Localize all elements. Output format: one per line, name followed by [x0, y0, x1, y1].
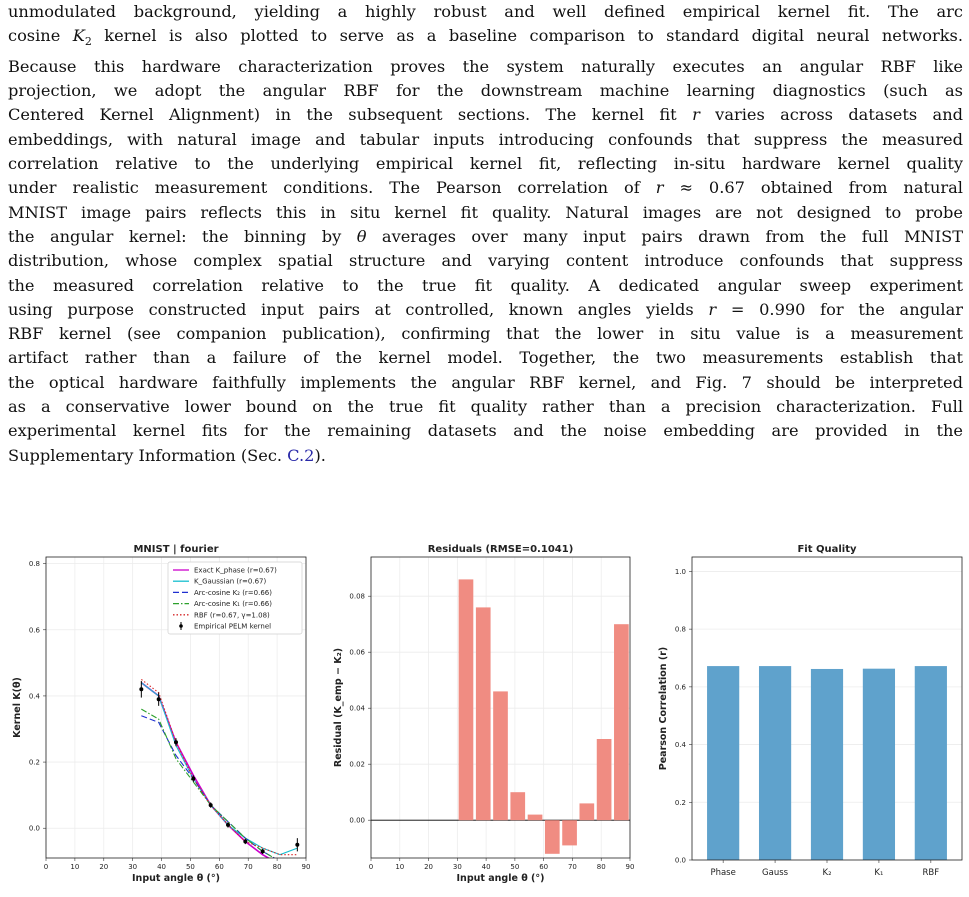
paragraph-line: using purpose constructed input pairs at controlled, known angles yields r = 0.990 for the angular [8, 299, 963, 319]
category-label: K₂ [822, 868, 832, 878]
tick-label: 0.02 [349, 760, 365, 769]
tick-label: 30 [452, 863, 462, 871]
residuals-chart [323, 536, 643, 897]
tick-label: 90 [301, 863, 311, 871]
residual-bar [562, 820, 577, 845]
data-point [243, 839, 247, 843]
legend-label: Arc-cosine K₂ (r=0.66) [194, 588, 272, 597]
paragraph-line: unmodulated background, yielding a highly robust and well defined empirical kernel fit. The arc [8, 2, 963, 21]
data-point [295, 843, 299, 847]
tick-label: 90 [625, 863, 635, 871]
tick-label: 80 [596, 863, 606, 871]
tick-label: 50 [510, 863, 520, 871]
paragraph-line: embeddings, with natural image and tabular inputs introducing confounds that suppress the measured [8, 129, 963, 149]
paragraph-line: Because this hardware characterization proves the system naturally executes an angular RBF like [8, 56, 963, 76]
fit-bar [863, 669, 895, 860]
fit-bar [707, 666, 739, 860]
category-label: Gauss [762, 868, 789, 878]
paragraph-line: under realistic measurement conditions. The Pearson correlation of r ≈ 0.67 obtained from natural [8, 178, 963, 198]
chart-title: Residuals (RMSE=0.1041) [427, 544, 574, 555]
residual-bar [614, 624, 629, 820]
residual-bar [510, 792, 525, 820]
fit-quality-chart [646, 536, 966, 897]
x-axis-label: Input angle θ (°) [456, 873, 545, 884]
data-point [191, 777, 195, 781]
paragraph-line: RBF kernel (see companion publication), confirming that the lower in situ value is a measurement [8, 324, 963, 344]
tick-label: 20 [99, 863, 109, 871]
y-axis-label: Kernel K(θ) [12, 677, 23, 738]
chart-title: Fit Quality [797, 544, 857, 555]
paragraph-line: distribution, whose complex spatial structure and varying content introduce confounds that suppress [8, 251, 963, 271]
paragraph-line: experimental kernel fits for the remaining datasets and the noise embedding are provided in the [8, 421, 963, 441]
figure-row [0, 536, 969, 897]
data-point [226, 823, 230, 827]
tick-label: 0.6 [28, 626, 40, 635]
paragraph-line: Supplementary Information (Sec. C.2). [8, 445, 326, 465]
residual-bar [459, 579, 474, 820]
residual-bar [476, 607, 491, 820]
paragraph-line: Centered Kernel Alignment) in the subsequent sections. The kernel fit r varies across datasets and [8, 105, 963, 125]
tick-label: 0.4 [28, 692, 40, 701]
fit-bar [811, 669, 843, 860]
paragraph-line: the optical hardware faithfully implements the angular RBF kernel, and Fig. 7 should be interpreted [8, 372, 963, 392]
chart-title: MNIST | fourier [133, 544, 219, 555]
kernel-chart [0, 536, 320, 897]
residual-bar [579, 803, 594, 820]
tick-label: 0.2 [674, 798, 686, 807]
tick-label: 0.0 [28, 824, 40, 833]
category-label: Phase [710, 868, 736, 878]
tick-label: 0.00 [349, 816, 365, 825]
tick-label: 70 [567, 863, 577, 871]
tick-label: 0.06 [349, 648, 365, 657]
legend-label: K_Gaussian (r=0.67) [194, 577, 267, 586]
legend-label: Empirical PELM kernel [194, 622, 272, 631]
x-axis-label: Input angle θ (°) [132, 873, 220, 884]
tick-label: 0.04 [349, 704, 365, 713]
paragraph-line: projection, we adopt the angular RBF for the downstream machine learning diagnostics (such as [8, 81, 963, 101]
tick-label: 70 [243, 863, 253, 871]
tick-label: 50 [185, 863, 195, 871]
paragraph-line: correlation relative to the underlying empirical kernel fit, reflecting in-situ hardware kernel quality [8, 154, 963, 174]
legend-label: Exact K_phase (r=0.67) [194, 566, 277, 575]
tick-label: 1.0 [674, 567, 686, 576]
paragraph-line: as a conservative lower bound on the true fit quality rather than a precision characterization. Full [8, 396, 963, 416]
tick-label: 0.0 [674, 856, 686, 865]
body-paragraph [8, 0, 963, 468]
tick-label: 0.8 [28, 560, 40, 569]
fit-bar [915, 666, 947, 860]
tick-label: 0 [43, 863, 49, 871]
tick-label: 60 [214, 863, 224, 871]
tick-label: 0.4 [674, 741, 686, 750]
residual-bar [493, 691, 508, 820]
tick-label: 0.08 [349, 592, 365, 601]
tick-label: 0.8 [674, 625, 686, 634]
tick-label: 80 [272, 863, 282, 871]
legend-marker [179, 624, 183, 628]
paragraph-line: cosine $K_2$ kernel is also plotted to serve as a baseline comparison to standard digital neural networks. [8, 26, 963, 49]
category-label: K₁ [874, 868, 884, 878]
residual-bar [597, 739, 612, 820]
data-point [139, 687, 143, 691]
data-point [209, 803, 213, 807]
data-point [261, 849, 265, 853]
y-axis-label: Residual (K_emp − K₂) [333, 647, 344, 768]
tick-label: 0.2 [28, 758, 40, 767]
tick-label: 0.6 [674, 683, 686, 692]
tick-label: 40 [157, 863, 167, 871]
legend-label: Arc-cosine K₁ (r=0.66) [194, 600, 272, 609]
paragraph-line: the angular kernel: the binning by θ averages over many input pairs drawn from the full MNIST [8, 226, 963, 246]
tick-label: 10 [395, 863, 405, 871]
category-label: RBF [922, 868, 940, 878]
fit-bar [759, 666, 791, 860]
tick-label: 60 [539, 863, 549, 871]
paragraph-line: MNIST image pairs reflects this in situ kernel fit quality. Natural images are not designed to probe [8, 202, 963, 222]
paragraph-line: artifact rather than a failure of the kernel model. Together, the two measurements establish that [8, 348, 963, 368]
residual-bar [545, 820, 560, 854]
residual-bar [528, 815, 543, 821]
section-link[interactable]: C.2 [287, 445, 315, 465]
legend-label: RBF (r=0.67, γ=1.08) [194, 611, 270, 620]
data-point [157, 697, 161, 701]
tick-label: 0 [368, 863, 374, 871]
paragraph-line: the measured correlation relative to the true fit quality. A dedicated angular sweep experiment [8, 275, 963, 295]
tick-label: 30 [128, 863, 138, 871]
tick-label: 20 [424, 863, 434, 871]
tick-label: 10 [70, 863, 80, 871]
tick-label: 40 [481, 863, 491, 871]
y-axis-label: Pearson Correlation (r) [658, 646, 669, 771]
data-point [174, 740, 178, 744]
